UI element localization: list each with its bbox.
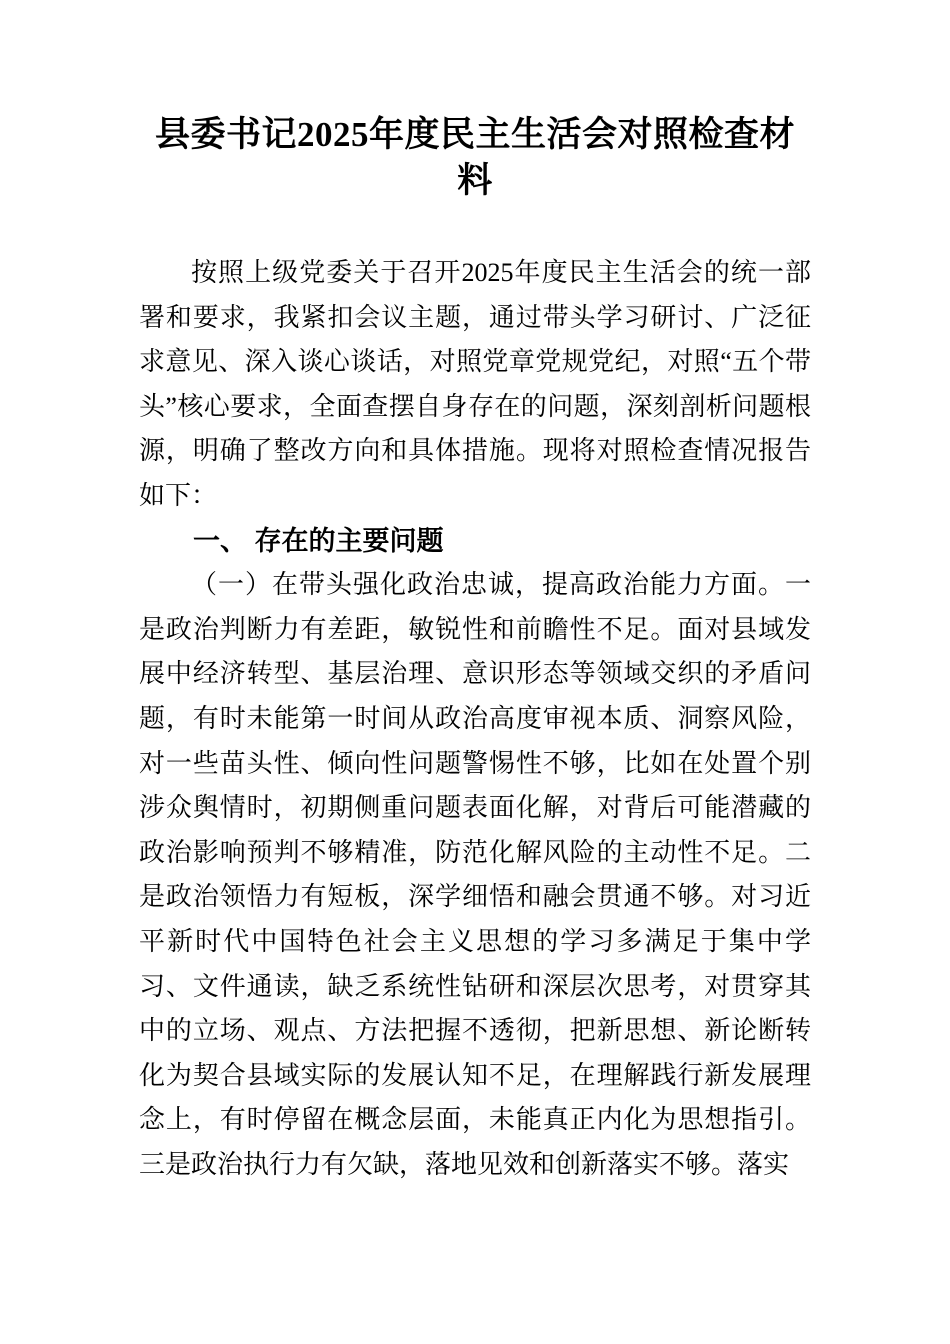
section-heading-main-problems: 一、 存在的主要问题 — [193, 525, 444, 556]
paragraph-section-1: （一）在带头强化政治忠诚，提高政治能力方面。一是政治判断力有差距，敏锐性和前瞻性不足。面对县域发展中经济转型、基层治理、意识形态等领域交织的矛盾问题，有时未能第一时间从政治高度审视本质、洞察风险，对一些苗头性、倾向性问题警惕性不够，比如在处置个别涉众舆情时，初期侧重问题表面化解，对背后可能潜藏的政治影响预判不够精准，防范化解风险的主动性不足。二是政治领悟力有短板，深学细悟和融会贯通不够。对习近平新时代中国特色社会主义思想的学习多满足于集中学习、文件通读，缺乏系统性钻研和深层次思考，对贯穿其中的立场、观点、方法把握不透彻，把新思想、新论断转化为契合县域实际的发展认知不足，在理解践行新发展理念上，有时停留在概念层面，未能真正内化为思想指引。三是政治执行力有欠缺，落地见效和创新落实不够。落实 — [139, 570, 811, 1179]
document-title: 县委书记2025年度民主生活会对照检查材料 — [154, 115, 795, 200]
paragraph-intro: 按照上级党委关于召开2025年度民主生活会的统一部署和要求，我紧扣会议主题，通过带头学习研讨、广泛征求意见、深入谈心谈话，对照党章党规党纪，对照“五个带头”核心要求，全面查摆自身存在的问题，深刻剖析问题根源，明确了整改方向和具体措施。现将对照检查情况报告如下： — [139, 258, 811, 510]
document-body — [139, 251, 811, 1187]
